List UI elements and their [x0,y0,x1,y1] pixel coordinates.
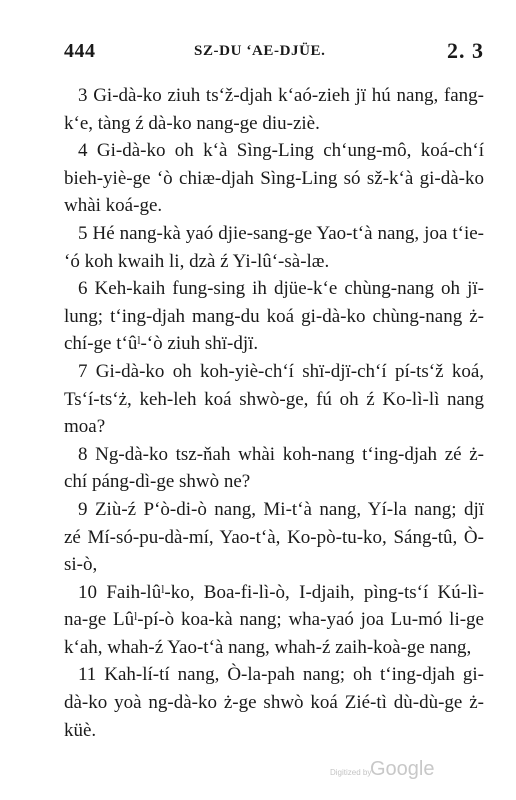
verse-9: 9 Ziù-ź Pʻò-di-ò nang, Mi-tʻà nang, Yí-la nang; djï zé Mí-só-pu-dà-mí, Yao-tʻà, Ko-pò-tu-ko, Sáng-tû, Ò-si-ò, [64,498,484,576]
chapter-verse-reference: 2. 3 [447,38,484,63]
verse-8: 8 Ng-dà-ko tsz-ňah whài koh-nang tʻing-djah zé ż-chí páng-dì-ge shwò ne? [64,443,484,493]
verse-7: 7 Gi-dà-ko oh koh-yiè-chʻí shï-djï-chʻí pí-tsʻž koá, Tsʻí-tsʻż, keh-leh koá shwò-ge, fú oh ź Ko-lì-lì nang moa? [64,360,484,438]
digitized-by-label: Digitized by [330,768,372,777]
google-wordmark: Google [370,758,435,780]
digitized-by-google-watermark [330,758,440,786]
page-number: 444 [64,40,96,62]
verse-5: 5 Hé nang-kà yaó djie-sang-ge Yao-tʻà nang, joa tʻie-ʻó koh kwaih li, dzà ź Yi-lûʻ-sà-læ. [64,222,484,272]
verse-3: 3 Gi-dà-ko ziuh tsʻž-djah kʻaó-zieh jï hú nang, fang-kʻe, tàng ź dà-ko nang-ge diu-ziè. [64,85,484,134]
running-title: SZ-DU ʻAE-DJÜE. [194,43,326,59]
page-header [64,40,484,68]
verse-6: 6 Keh-kaih fung-sing ih djüe-kʻe chùng-nang oh jï-lung; tʻing-djah mang-du koá gi-dà-ko chùng-nang ż-chí-ge tʻûˡ-ʻò ziuh shï-djï. [64,278,484,355]
verse-4: 4 Gi-dà-ko oh kʻà Sìng-Ling chʻung-mô, koá-chʻí bieh-yiè-ge ʻò chiæ-djah Sìng-Ling só sž-kʻà gi-dà-ko whài koá-ge. [64,140,484,217]
body-text [64,82,484,744]
verse-11: 11 Kah-lí-tí nang, Ò-la-pah nang; oh tʻing-djah gi-dà-ko yoà ng-dà-ko ż-ge shwò koá Zié-tì dù-dù-ge ż-küè. [64,664,484,741]
verse-10: 10 Faih-lûˡ-ko, Boa-fi-lì-ò, I-djaih, pìng-tsʻí Kú-lì-na-ge Lûˡ-pí-ò koa-kà nang; wha-yaó joa Lu-mó li-ge kʻah, whah-ź Yao-tʻà nang, whah-ź zaih-koà-ge nang, [64,581,484,658]
